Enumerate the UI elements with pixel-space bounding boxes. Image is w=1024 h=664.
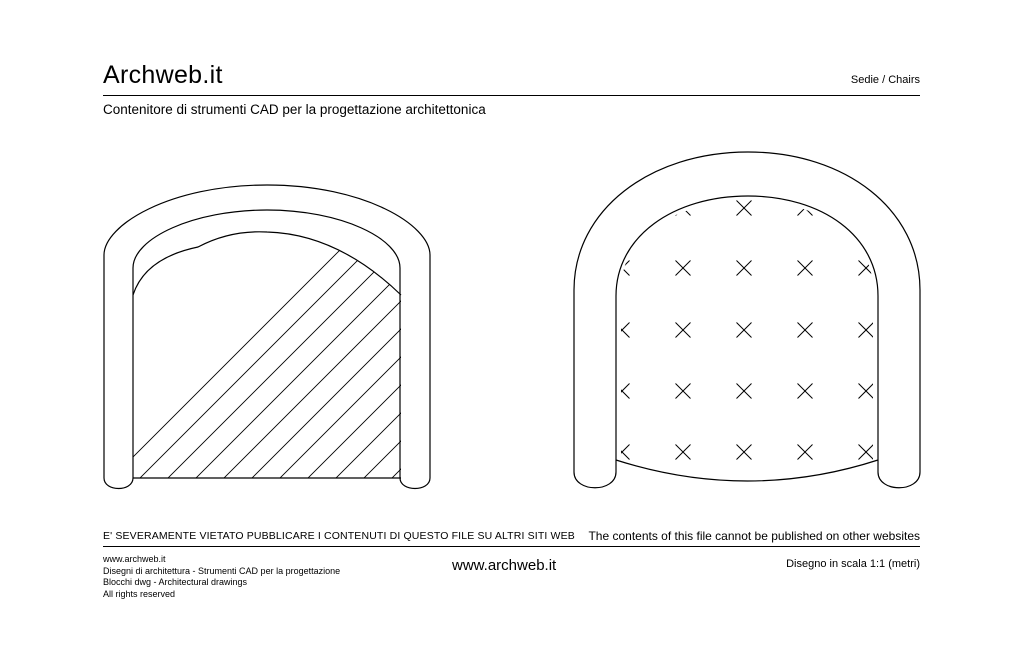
footer-url-link[interactable]: www.archweb.it	[452, 557, 557, 574]
x-tufting	[615, 201, 874, 460]
chair-right-outer-frame	[574, 152, 920, 488]
hatch-line	[406, 220, 706, 520]
chair-left-outer-frame	[104, 185, 430, 489]
tuft-mark	[615, 384, 630, 399]
hatch-line	[70, 220, 370, 520]
tuft-mark	[859, 323, 874, 338]
footer-line-blocks: Blocchi dwg - Architectural drawings	[103, 577, 248, 587]
copyright-notice-italian: E' SEVERAMENTE VIETATO PUBBLICARE I CONTENUTI DI QUESTO FILE SU ALTRI SITI WEB	[103, 530, 575, 542]
hatch-line	[182, 220, 482, 520]
tuft-mark	[737, 201, 752, 216]
diagonal-hatch	[70, 220, 958, 520]
hatch-line	[434, 220, 734, 520]
footer-line-website[interactable]: www.archweb.it	[103, 554, 166, 564]
footer-divider	[103, 546, 920, 547]
footer-line-rights: All rights reserved	[103, 588, 176, 599]
tuft-mark	[676, 445, 691, 460]
tuft-mark	[798, 445, 813, 460]
tuft-mark	[737, 261, 752, 276]
hatch-line	[294, 220, 594, 520]
tuft-mark	[798, 384, 813, 399]
hatch-line	[98, 220, 398, 520]
hatch-line	[546, 220, 846, 520]
chair-plan-hatched	[70, 185, 958, 520]
drawing-scale: Disegno in scala 1:1 (metri)	[786, 558, 920, 570]
hatch-line	[266, 220, 566, 520]
footer-line-description: Disegni di architettura - Strumenti CAD per la progettazione	[103, 565, 341, 576]
tuft-mark	[798, 323, 813, 338]
page-subtitle: Contenitore di strumenti CAD per la progettazione architettonica	[103, 102, 486, 117]
tuft-mark	[676, 261, 691, 276]
tuft-mark	[859, 201, 874, 216]
tuft-mark	[615, 323, 630, 338]
tuft-mark	[859, 445, 874, 460]
chair-right-seat-front	[616, 460, 878, 481]
copyright-notice-english: The contents of this file cannot be published on other websites	[588, 529, 920, 543]
hatch-line	[574, 220, 874, 520]
tuft-mark	[737, 323, 752, 338]
hatch-line	[490, 220, 790, 520]
hatch-line	[350, 220, 650, 520]
hatch-line	[238, 220, 538, 520]
category-label: Sedie / Chairs	[850, 74, 920, 86]
hatch-line	[126, 220, 426, 520]
tuft-mark	[737, 445, 752, 460]
tuft-mark	[798, 261, 813, 276]
hatch-line	[518, 220, 818, 520]
tuft-mark	[615, 445, 630, 460]
hatch-line	[210, 220, 510, 520]
hatch-line	[462, 220, 762, 520]
tuft-mark	[676, 384, 691, 399]
tuft-mark	[859, 384, 874, 399]
chair-plan-tufted	[574, 152, 920, 488]
hatch-line	[378, 220, 678, 520]
footer-credits	[103, 554, 340, 600]
tuft-mark	[737, 384, 752, 399]
tuft-mark	[615, 201, 630, 216]
hatch-line	[154, 220, 454, 520]
tuft-mark	[676, 323, 691, 338]
hatch-line	[602, 220, 902, 520]
site-logo[interactable]: Archweb.it	[103, 61, 223, 89]
